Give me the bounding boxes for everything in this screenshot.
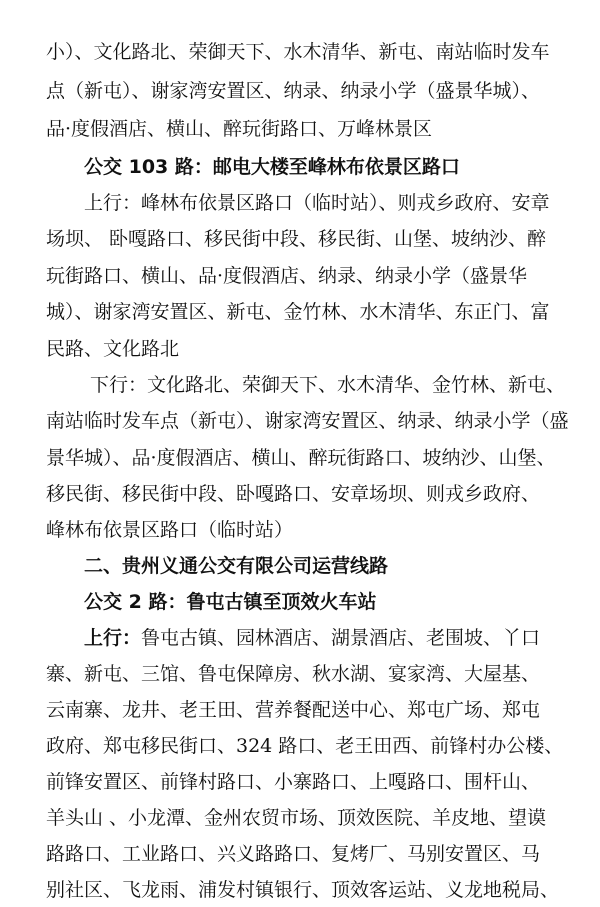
continuation-line-1: 小）、文化路北、荣御天下、水木清华、新屯、南站临时发车 [46,41,550,63]
route-2-up-line-6: 羊头山 、小龙潭、金州农贸市场、顶效医院、羊皮地、望谟 [46,807,547,829]
continuation-line-2: 点（新屯）、谢家湾安置区、纳录、纳录小学（盛景华城）、 [46,80,541,102]
route-103-up-line-3: 玩街路口、横山、品·度假酒店、纳录、纳录小学（盛景华 [46,265,528,287]
route-2-up-line-2: 寨、新屯、三馆、鲁屯保障房、秋水湖、宴家湾、大屋基、 [46,663,541,685]
continuation-line-3: 品·度假酒店、横山、醉玩街路口、万峰林景区 [46,118,433,140]
route-103-down-line-2: 南站临时发车点（新屯）、谢家湾安置区、纳录、纳录小学（盛 [46,410,569,432]
route-103-up-line-1: 上行：峰林布依景区路口（临时站）、则戎乡政府、安章 [84,192,550,214]
route-2-up-line-1 [84,625,572,651]
route-2-up-line-1-text: 鲁屯古镇、园林酒店、湖景酒店、老围坡、丫口 [141,627,541,649]
route-2-up-label: 上行： [84,627,142,649]
route-103-down-line-5: 峰林布依景区路口（临时站） [46,519,294,541]
route-103-heading: 公交 103 路：邮电大楼至峰林布依景区路口 [84,156,460,178]
route-103-up-line-4: 城）、谢家湾安置区、新屯、金竹林、水木清华、东正门、富 [46,301,550,323]
route-103-down-line-4: 移民街、移民街中段、卧嘎路口、安章场坝、则戎乡政府、 [46,483,541,505]
route-2-up-line-7: 路路口、工业路口、兴义路路口、复烤厂、马别安置区、马 [46,843,541,865]
section-2-heading: 二、贵州义通公交有限公司运营线路 [84,555,389,577]
route-103-down-line-1: 下行：文化路北、荣御天下、水木清华、金竹林、新屯、 [90,374,566,396]
route-103-up-line-2: 场坝、 卧嘎路口、移民街中段、移民街、山堡、坡纳沙、醉 [46,228,547,250]
route-2-up-line-4: 政府、郑屯移民街口、324 路口、老王田西、前锋村办公楼、 [46,735,564,757]
route-103-down-line-3: 景华城）、品·度假酒店、横山、醉玩街路口、坡纳沙、山堡、 [46,447,556,469]
route-2-up-line-5: 前锋安置区、前锋村路口、小寨路口、上嘎路口、围杆山、 [46,771,541,793]
route-2-up-line-8: 别社区、飞龙雨、浦发村镇银行、顶效客运站、义龙地税局、 [46,879,560,901]
route-103-up-line-5: 民路、文化路北 [46,338,180,360]
route-2-up-line-3: 云南寨、龙井、老王田、营养餐配送中心、郑屯广场、郑屯 [46,699,541,721]
route-2-heading: 公交 2 路：鲁屯古镇至顶效火车站 [84,591,377,613]
